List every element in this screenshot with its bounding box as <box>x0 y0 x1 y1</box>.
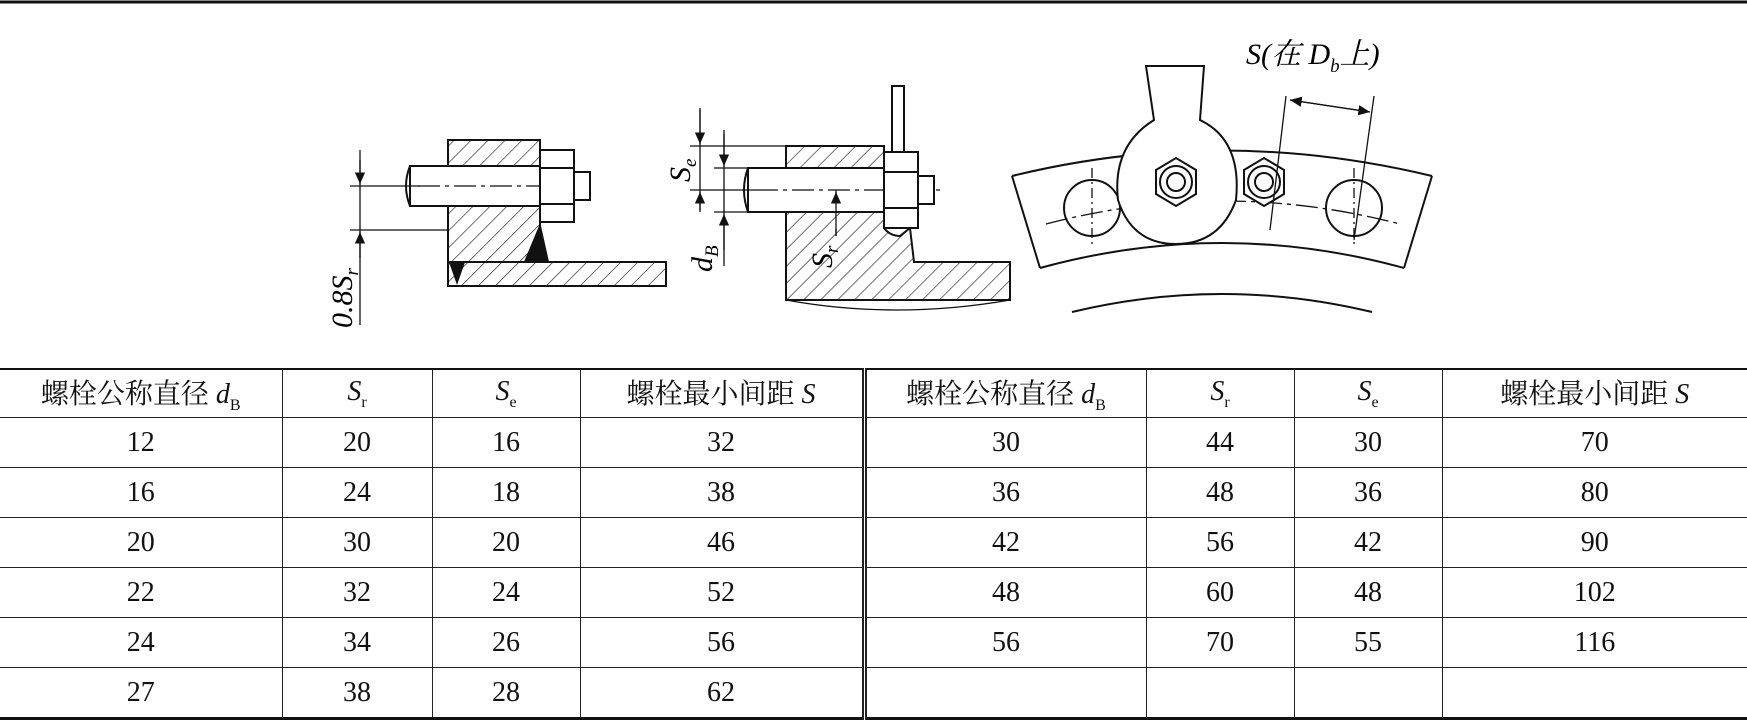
table-row <box>0 468 1747 518</box>
table-cell: 38 <box>282 668 432 719</box>
column-header <box>0 369 282 418</box>
table-cell: 80 <box>1442 468 1747 518</box>
table-cell: 30 <box>864 418 1146 468</box>
header-variable: d <box>215 379 230 410</box>
header-text: 螺栓公称直径 <box>906 379 1082 410</box>
bolt-spacing-table-wrap <box>0 368 1747 716</box>
table-cell: 30 <box>282 518 432 568</box>
table-row <box>0 568 1747 618</box>
label-0.8Sr: $0.8S_r$ <box>326 268 363 328</box>
header-variable: S <box>1357 375 1372 407</box>
table-cell: 52 <box>580 568 864 618</box>
label-Sr: $S_r$ <box>806 245 843 268</box>
header-variable: d <box>1081 379 1096 410</box>
bolt-spacing-table <box>0 368 1747 720</box>
table-cell: 36 <box>864 468 1146 518</box>
column-header <box>282 369 432 418</box>
header-subscript: B <box>1095 397 1106 414</box>
table-cell: 16 <box>432 418 580 468</box>
column-header <box>432 369 580 418</box>
column-header <box>864 369 1146 418</box>
table-cell: 56 <box>864 618 1146 668</box>
header-subscript: r <box>1224 393 1230 411</box>
table-cell: 30 <box>1294 418 1442 468</box>
table-cell: 22 <box>0 568 282 618</box>
drawing-middle <box>690 86 1010 310</box>
header-text: 螺栓公称直径 <box>40 379 216 410</box>
header-text: 螺栓最小间距 <box>626 379 802 410</box>
table-cell <box>1146 668 1294 719</box>
table-cell: 90 <box>1442 518 1747 568</box>
table-row <box>0 418 1747 468</box>
drawing-left <box>350 140 666 325</box>
table-cell: 56 <box>1146 518 1294 568</box>
header-subscript: r <box>361 393 367 411</box>
table-cell: 27 <box>0 668 282 719</box>
column-header <box>1442 369 1747 418</box>
header-variable: S <box>801 379 816 410</box>
column-header <box>1294 369 1442 418</box>
label-dB: $d_B$ <box>686 245 723 272</box>
header-subscript: e <box>509 393 517 411</box>
table-cell: 38 <box>580 468 864 518</box>
table-cell: 16 <box>0 468 282 518</box>
table-cell <box>1442 668 1747 719</box>
table-cell: 28 <box>432 668 580 719</box>
table-cell: 56 <box>580 618 864 668</box>
table-cell <box>864 668 1146 719</box>
table-cell: 48 <box>1294 568 1442 618</box>
table-cell: 18 <box>432 468 580 518</box>
drawing-right <box>1012 66 1432 312</box>
table-cell: 36 <box>1294 468 1442 518</box>
table-header-row <box>0 369 1747 418</box>
table-cell: 116 <box>1442 618 1747 668</box>
table-cell: 24 <box>0 618 282 668</box>
table-cell: 34 <box>282 618 432 668</box>
table-cell: 70 <box>1146 618 1294 668</box>
table-cell: 24 <box>432 568 580 618</box>
table-cell: 44 <box>1146 418 1294 468</box>
table-cell: 42 <box>864 518 1146 568</box>
header-subscript: B <box>229 397 241 414</box>
header-subscript: e <box>1371 393 1379 411</box>
table-cell: 12 <box>0 418 282 468</box>
table-cell: 70 <box>1442 418 1747 468</box>
header-variable: S <box>1210 375 1225 407</box>
label-S-on-Db: S(在 $D_b$上) <box>1246 38 1380 77</box>
table-cell: 60 <box>1146 568 1294 618</box>
header-text: 螺栓最小间距 <box>1500 379 1676 410</box>
table-cell: 42 <box>1294 518 1442 568</box>
label-Se: $S_e$ <box>664 158 701 182</box>
table-row <box>0 618 1747 668</box>
table-cell: 46 <box>580 518 864 568</box>
column-header <box>580 369 864 418</box>
table-cell: 48 <box>864 568 1146 618</box>
table-cell: 48 <box>1146 468 1294 518</box>
table-cell: 32 <box>580 418 864 468</box>
table-cell: 20 <box>282 418 432 468</box>
header-variable: S <box>495 375 510 407</box>
header-variable: S <box>347 375 362 407</box>
table-cell: 55 <box>1294 618 1442 668</box>
table-cell: 24 <box>282 468 432 518</box>
table-cell: 102 <box>1442 568 1747 618</box>
header-variable: S <box>1675 379 1690 410</box>
table-cell: 26 <box>432 618 580 668</box>
table-cell: 62 <box>580 668 864 719</box>
table-row <box>0 668 1747 719</box>
table-cell: 20 <box>0 518 282 568</box>
table-row <box>0 518 1747 568</box>
table-body <box>0 418 1747 719</box>
table-cell: 20 <box>432 518 580 568</box>
table-cell <box>1294 668 1442 719</box>
column-header <box>1146 369 1294 418</box>
table-cell: 32 <box>282 568 432 618</box>
